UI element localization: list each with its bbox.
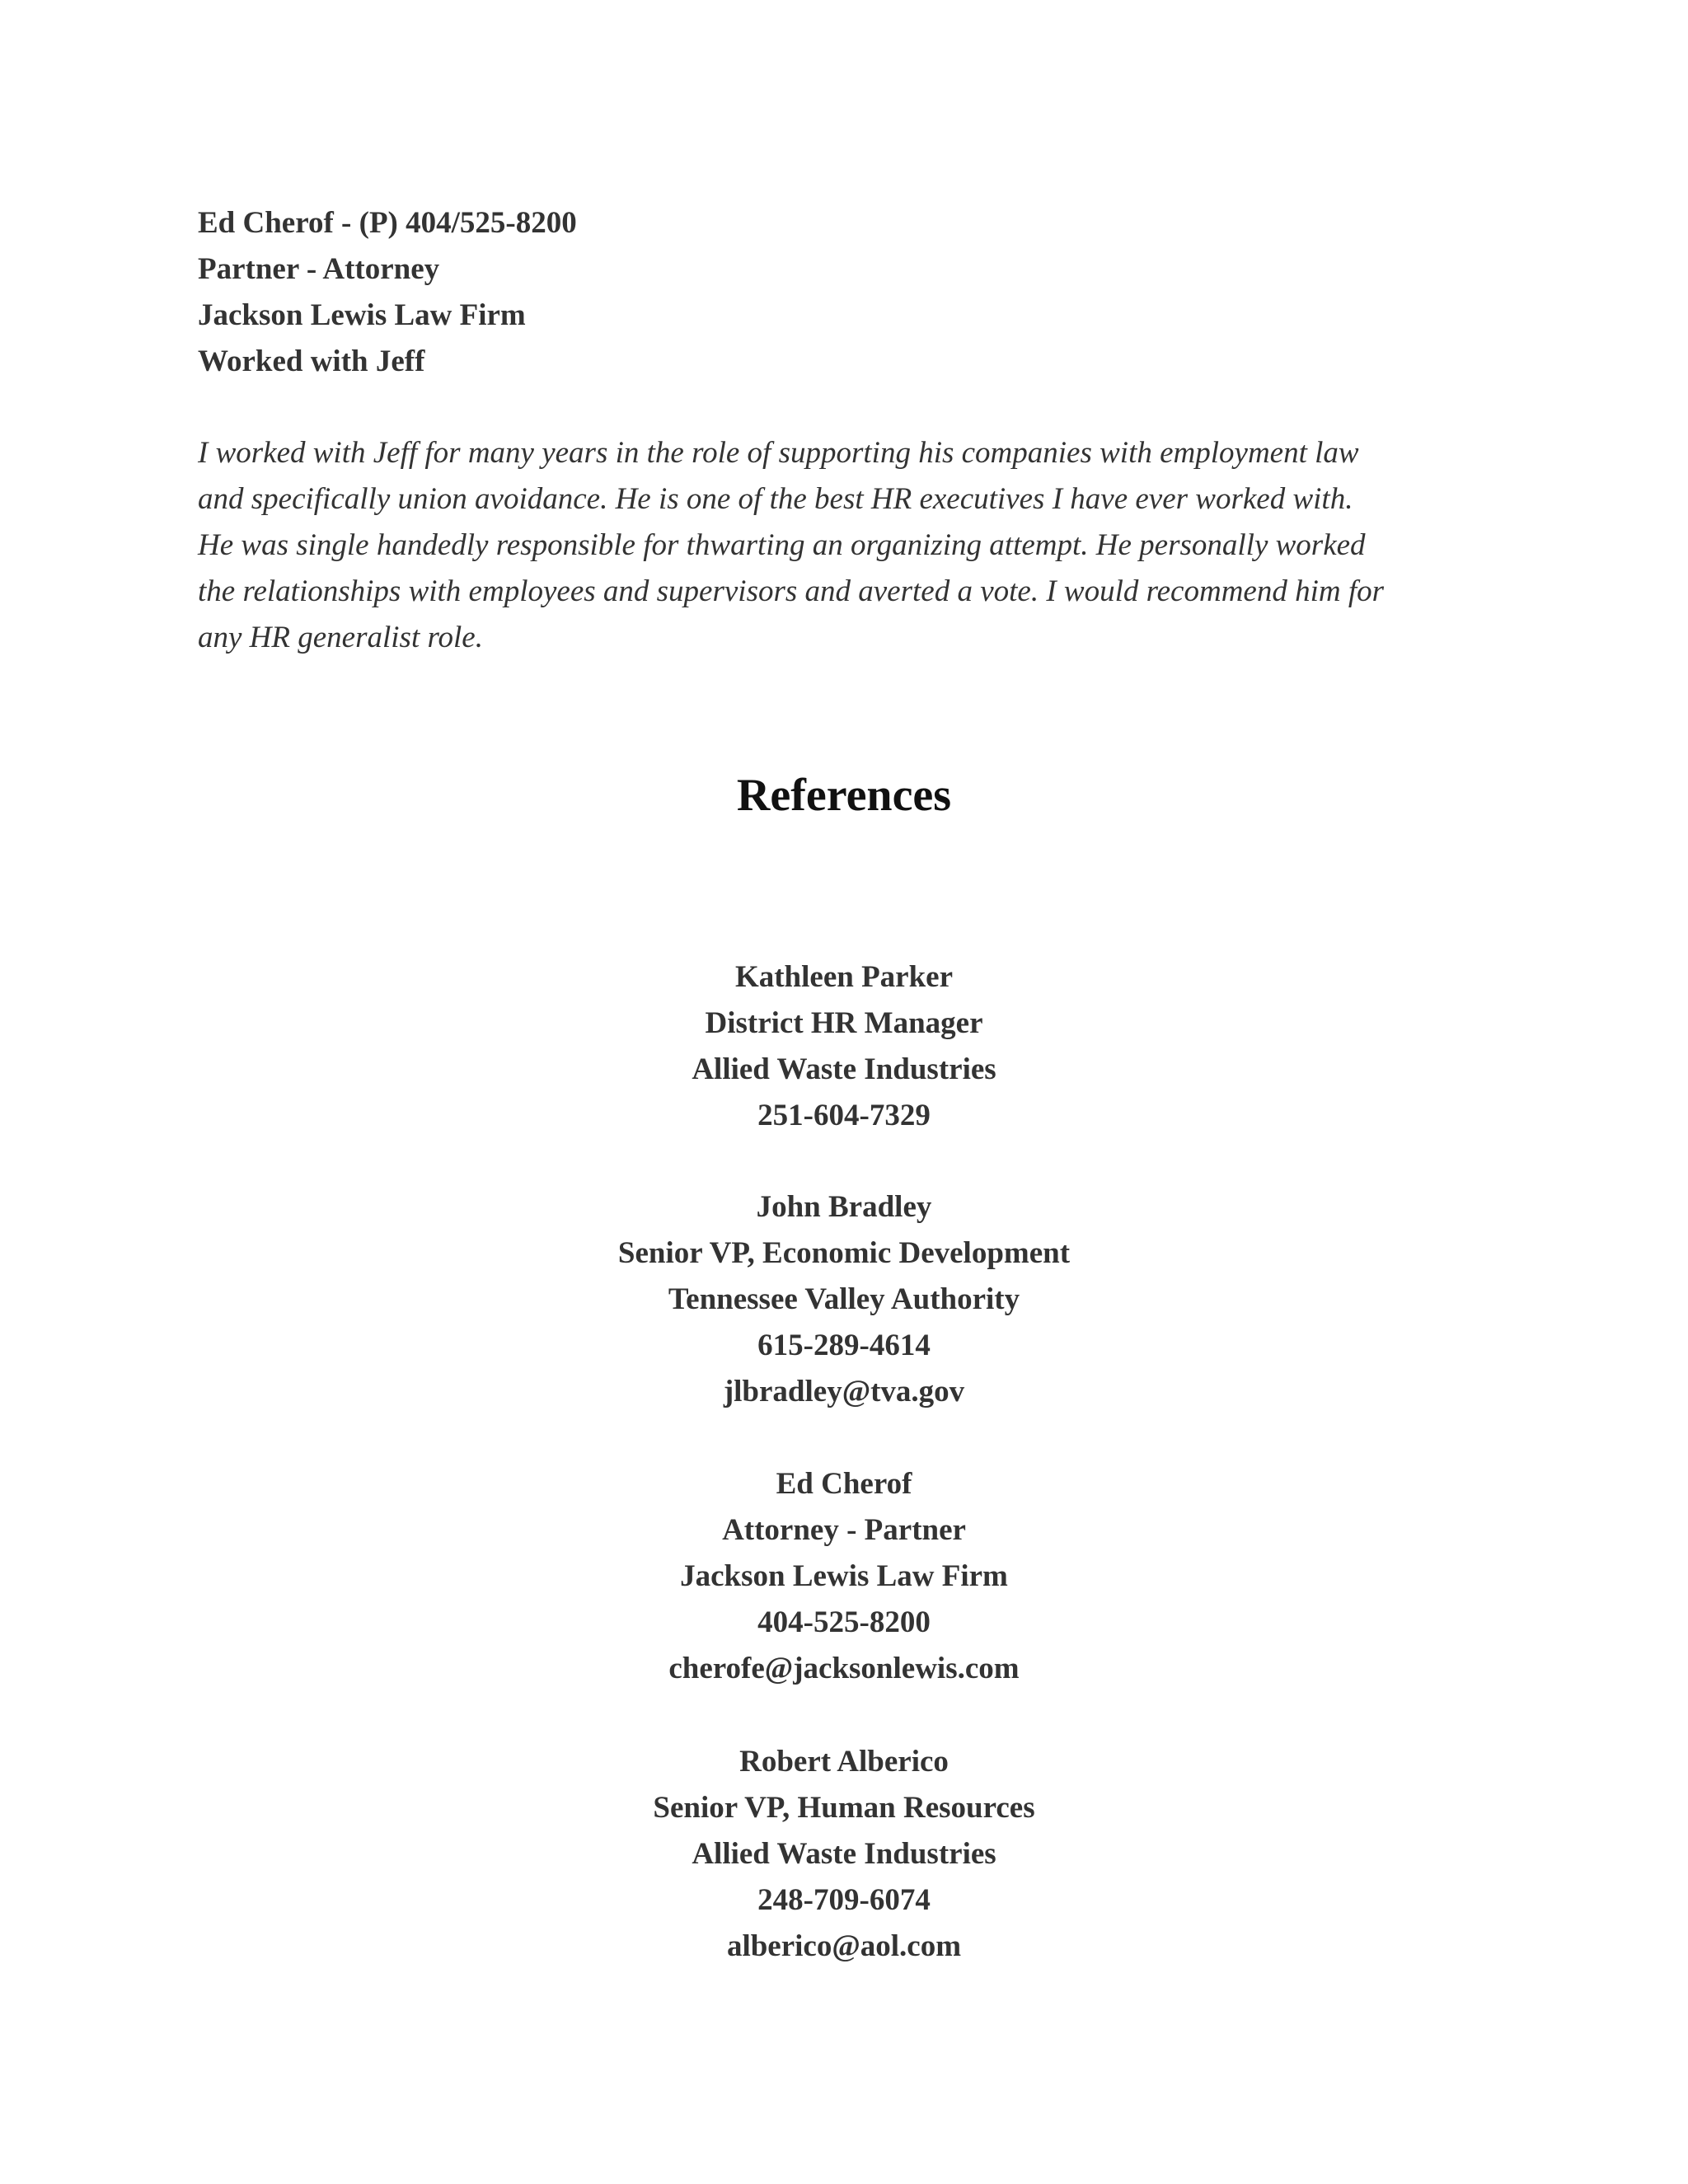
reference-company: Allied Waste Industries bbox=[692, 1837, 996, 1871]
reference-email: cherofe@jacksonlewis.com bbox=[668, 1652, 1020, 1685]
reference-title: Senior VP, Human Resources bbox=[653, 1791, 1035, 1825]
reference-company: Jackson Lewis Law Firm bbox=[680, 1559, 1008, 1593]
recommender-relation: Worked with Jeff bbox=[198, 344, 425, 378]
reference-email: alberico@aol.com bbox=[726, 1929, 962, 1963]
reference-phone: 248-709-6074 bbox=[757, 1883, 931, 1917]
testimonial-paragraph bbox=[198, 430, 1517, 661]
recommender-block bbox=[198, 200, 1517, 385]
reference-title: Senior VP, Economic Development bbox=[617, 1236, 1071, 1270]
reference-name: Robert Alberico bbox=[739, 1745, 949, 1779]
testimonial-line: He was single handedly responsible for thwarting an organizing attempt. He personally worked bbox=[198, 528, 1366, 562]
reference-email: jlbradley@tva.gov bbox=[723, 1375, 965, 1408]
reference-name: Kathleen Parker bbox=[734, 960, 954, 994]
reference-phone: 251-604-7329 bbox=[757, 1099, 931, 1132]
reference-name: Ed Cherof bbox=[776, 1467, 912, 1501]
reference-title: District HR Manager bbox=[705, 1006, 983, 1040]
reference-entry bbox=[0, 1184, 1688, 1415]
testimonial-line: I worked with Jeff for many years in the role of supporting his companies with employment law bbox=[198, 436, 1359, 470]
references-heading: References bbox=[736, 770, 952, 821]
reference-phone: 615-289-4614 bbox=[757, 1329, 931, 1362]
reference-entry bbox=[0, 1739, 1688, 1970]
recommender-name-phone: Ed Cherof - (P) 404/525-8200 bbox=[198, 206, 577, 240]
recommender-company: Jackson Lewis Law Firm bbox=[198, 298, 526, 332]
recommender-title: Partner - Attorney bbox=[198, 252, 440, 286]
testimonial-line: the relationships with employees and supervisors and averted a vote. I would recommend him for bbox=[198, 574, 1385, 608]
reference-company: Tennessee Valley Authority bbox=[668, 1282, 1020, 1316]
reference-title: Attorney - Partner bbox=[722, 1513, 966, 1547]
reference-company: Allied Waste Industries bbox=[692, 1052, 996, 1086]
testimonial-line: and specifically union avoidance. He is one of the best HR executives I have ever worked with. bbox=[198, 482, 1353, 516]
testimonial-line: any HR generalist role. bbox=[198, 621, 483, 654]
reference-entry bbox=[0, 1461, 1688, 1692]
reference-phone: 404-525-8200 bbox=[757, 1605, 931, 1639]
reference-entry bbox=[0, 954, 1688, 1139]
reference-name: John Bradley bbox=[756, 1190, 932, 1224]
